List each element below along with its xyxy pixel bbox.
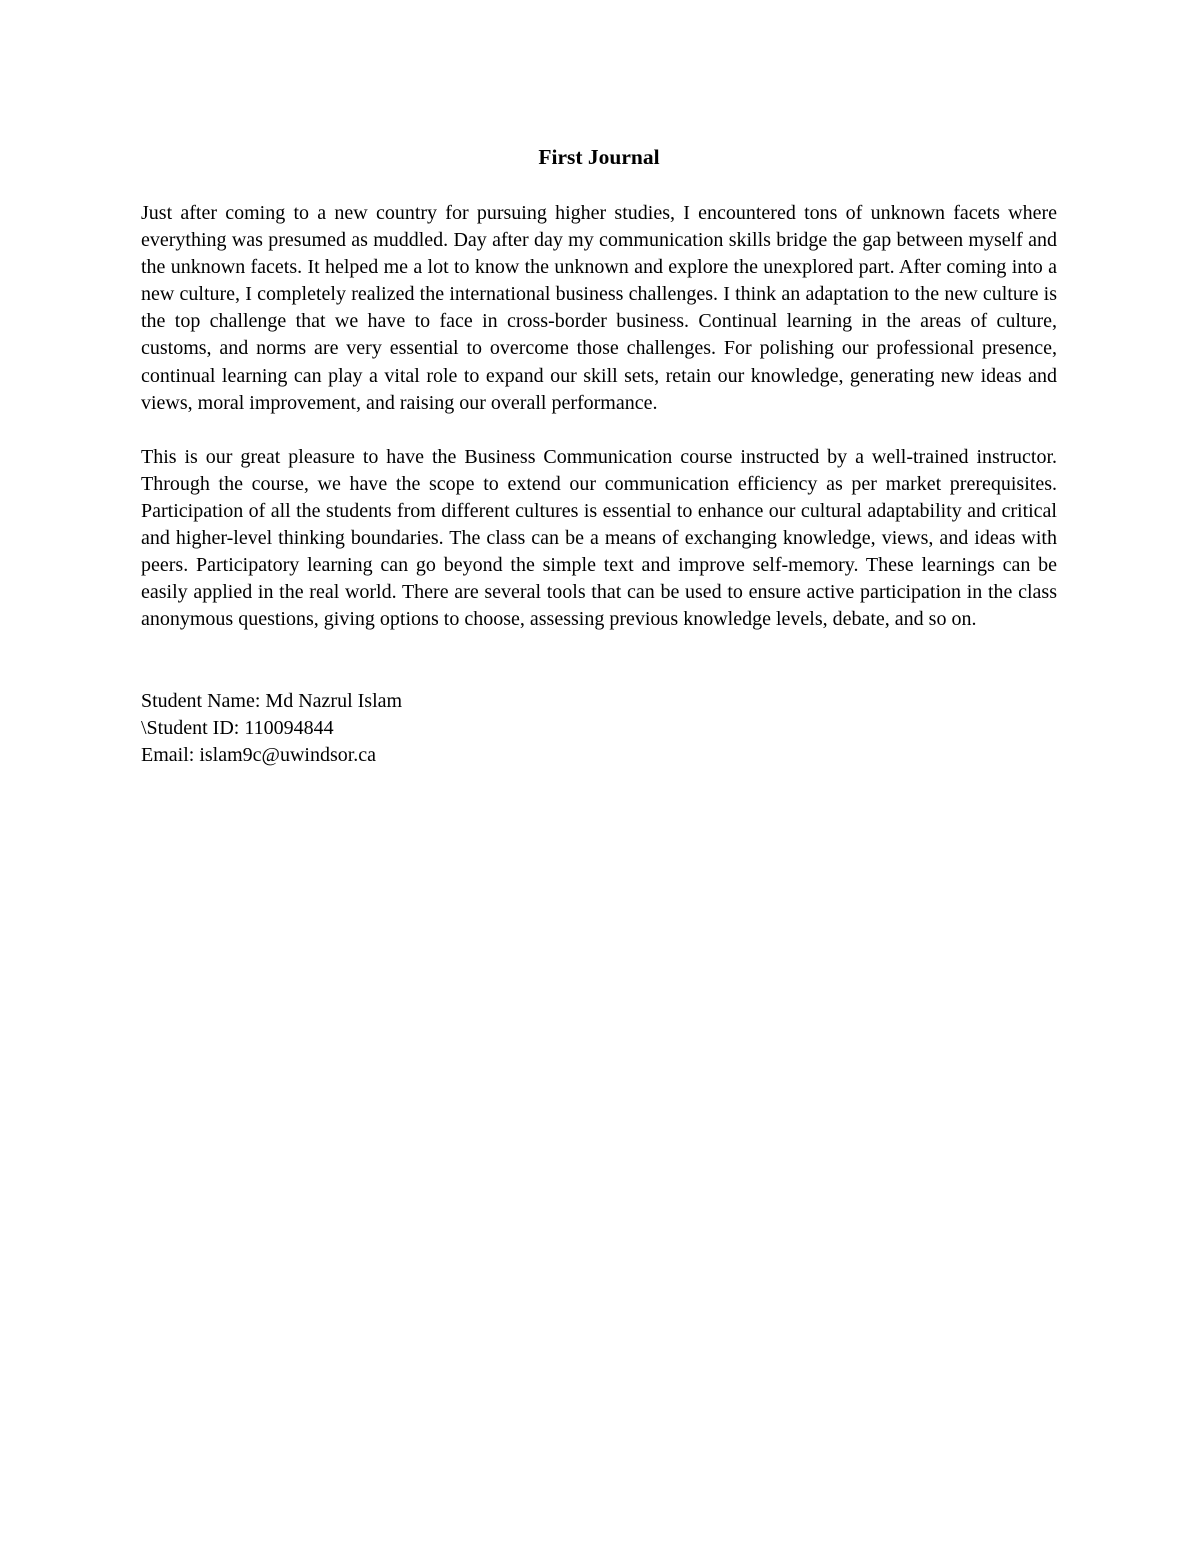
student-email: Email: islam9c@uwindsor.ca	[141, 744, 377, 767]
student-id: \Student ID: 110094844	[141, 717, 334, 740]
student-info-block	[141, 688, 1057, 769]
document-content	[141, 142, 1057, 769]
paragraph-second: This is our great pleasure to have the Business Communication course instructed by a well-trained instructor. Through the course, we have the scope to extend our communication efficiency as per market prerequisites. Participation of all the students from different cultures is essential to enhance our cultural adaptability and critical and higher-level thinking boundaries. The class can be a means of exchanging knowledge, views, and ideas with peers. Participatory learning can go beyond the simple text and improve self-memory. These learnings can be easily applied in the real world. There are several tools that can be used to ensure active participation in the class anonymous questions, giving options to choose, assessing previous knowledge levels, debate, and so on.	[141, 445, 1057, 631]
student-name: Student Name: Md Nazrul Islam	[141, 690, 403, 713]
paragraph-first: Just after coming to a new country for pursuing higher studies, I encountered tons of unknown facets where everything was presumed as muddled. Day after day my communication skills bridge the gap between myself and the unknown facets. It helped me a lot to know the unknown and explore the unexplored part. After coming into a new culture, I completely realized the international business challenges. I think an adaptation to the new culture is the top challenge that we have to face in cross-border business. Continual learning in the areas of culture, customs, and norms are very essential to overcome those challenges. For polishing our professional presence, continual learning can play a vital role to expand our skill sets, retain our knowledge, generating new ideas and views, moral improvement, and raising our overall performance.	[141, 202, 1057, 414]
document-title: First Journal	[538, 145, 660, 169]
